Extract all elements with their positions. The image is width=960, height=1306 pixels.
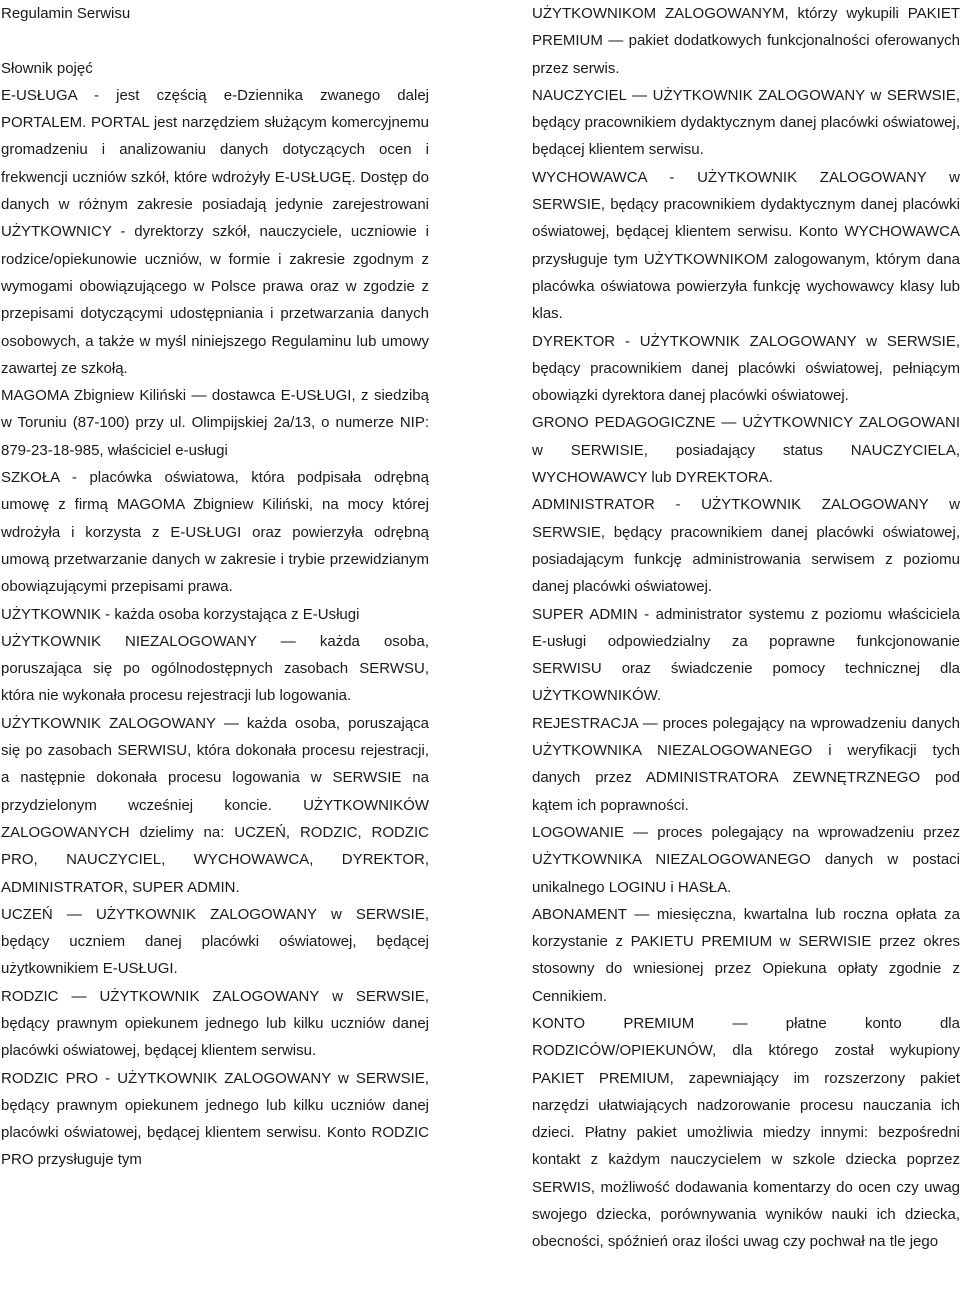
definition-rodzic-pro: RODZIC PRO - UŻYTKOWNIK ZALOGOWANY w SERWSIE, będący prawnym opiekunem jednego lub kilku uczniów danej placówki oświatowej, będącej klientem serwisu. Konto RODZIC PRO przysługuje tym [1, 1069, 429, 1169]
definition-administrator: ADMINISTRATOR - UŻYTKOWNIK ZALOGOWANY w SERWSIE, będący pracownikiem danej placówki oświatowej, posiadającym funkcję administrowania serwisem z poziomu danej placówki oświatowej. [532, 496, 960, 596]
definition-wychowawca: WYCHOWAWCA - UŻYTKOWNIK ZALOGOWANY w SERWSIE, będący pracownikiem dydaktycznym danej placówki oświatowej, będącej klientem serwisu. Konto WYCHOWAWCA przysługuje tym UŻYTKOWNIKOM zalogowanym, którym dana placówka oświatowa powierzyła funkcję wychowawcy klasy lub klas. [532, 168, 960, 323]
definition-konto-premium: KONTO PREMIUM — płatne konto dla RODZICÓW/OPIEKUNÓW, dla którego został wykupiony PAKIET PREMIUM, zapewniający im rozszerzony pakiet narzędzi ułatwiających nadzorowanie procesu nauczania ich dzieci. Płatny pakiet umożliwia miedzy innymi: bezpośredni kontakt z każdym nauczycielem w szkole dziecka poprzez SERWIS, możliwość dodawania komentarzy do ocen czy uwag swojego dziecka, porównywania wyników nauki ich dziecka, obecności, spóźnień oraz ilości uwag czy pochwał na tle jego [532, 1014, 960, 1251]
definition-rodzic-pro-continued: UŻYTKOWNIKOM ZALOGOWANYM, którzy wykupili PAKIET PREMIUM — pakiet dodatkowych funkcjonalności oferowanych przez serwis. [532, 5, 960, 77]
definition-nauczyciel: NAUCZYCIEL — UŻYTKOWNIK ZALOGOWANY w SERWSIE, będący pracownikiem dydaktycznym danej placówki oświatowej, będącej klientem serwisu. [532, 86, 960, 159]
document-title: Regulamin Serwisu [1, 5, 131, 22]
section-heading-glossary: Słownik pojęć [1, 59, 93, 77]
left-column [1, 0, 429, 1174]
definition-e-usluga: E-USŁUGA - jest częścią e-Dziennika zwanego dalej PORTALEM. PORTAL jest narzędziem służącym komercyjnemu gromadzeniu i analizowaniu danych dotyczących ocen i frekwencji uczniów szkół, które wdrożyły E-USŁUGĘ. Dostęp do danych w różnym zakresie posiadają jedynie zarejestrowani UŻYTKOWNICY - dyrektorzy szkół, nauczyciele, uczniowie i rodzice/opiekunowie uczniów, w formie i zakresie zgodnym z wymogami obowiązującego w Polsce prawa oraz w zgodzie z przepisami dotyczącymi udostępniania i przetwarzania danych osobowych, a także w myśl niniejszego Regulaminu lub umowy zawartej ze szkołą. [1, 86, 429, 377]
definition-uzytkownik-niezalogowany: UŻYTKOWNIK NIEZALOGOWANY — każda osoba, poruszająca się po ogólnodostępnych zasobach SERWSU, która nie wykonała procesu rejestracji lub logowania. [1, 632, 429, 705]
definition-uczen: UCZEŃ — UŻYTKOWNIK ZALOGOWANY w SERWSIE, będący uczniem danej placówki oświatowej, będącej użytkownikiem E-USŁUGI. [1, 905, 429, 978]
right-column [532, 0, 960, 1256]
definition-magoma: MAGOMA Zbigniew Kiliński — dostawca E-USŁUGI, z siedzibą w Toruniu (87-100) przy ul. Olimpijskiej 2a/13, o numerze NIP: 879-23-18-985, właściciel e-usługi [1, 387, 429, 459]
definition-grono-pedagogiczne: GRONO PEDAGOGICZNE — UŻYTKOWNICY ZALOGOWANI w SERWISIE, posiadający status NAUCZYCIELA, WYCHOWAWCY lub DYREKTORA. [532, 414, 960, 487]
definition-szkola: SZKOŁA - placówka oświatowa, która podpisała odrębną umowę z firmą MAGOMA Zbigniew Kiliński, na mocy której wdrożyła i korzysta z E-USŁUGI oraz powierzyła odrębną umową przetwarzanie danych w zakresie i trybie przewidzianym obowiązującymi przepisami prawa. [1, 469, 429, 596]
definition-rodzic: RODZIC — UŻYTKOWNIK ZALOGOWANY w SERWSIE, będący prawnym opiekunem jednego lub kilku uczniów danej placówki oświatowej, będącej klientem serwisu. [1, 987, 429, 1060]
definition-rejestracja: REJESTRACJA — proces polegający na wprowadzeniu danych UŻYTKOWNIKA NIEZALOGOWANEGO i weryfikacji tych danych przez ADMINISTRATORA ZEWNĘTRZNEGO pod kątem ich poprawności. [532, 714, 960, 814]
definition-uzytkownik: UŻYTKOWNIK - każda osoba korzystająca z E-Usługi [1, 605, 360, 623]
definition-super-admin: SUPER ADMIN - administrator systemu z poziomu właściciela E-usługi odpowiedzialny za poprawne funkcjonowanie SERWISU oraz świadczenie pomocy technicznej dla UŻYTKOWNIKÓW. [532, 605, 960, 705]
definition-dyrektor: DYREKTOR - UŻYTKOWNIK ZALOGOWANY w SERWSIE, będący pracownikiem danej placówki oświatowej, pełniącym obowiązki dyrektora danej placówki oświatowej. [532, 332, 960, 405]
definition-logowanie: LOGOWANIE — proces polegający na wprowadzeniu przez UŻYTKOWNIKA NIEZALOGOWANEGO danych w postaci unikalnego LOGINU i HASŁA. [532, 823, 960, 896]
definition-uzytkownik-zalogowany: UŻYTKOWNIK ZALOGOWANY — każda osoba, poruszająca się po zasobach SERWISU, która dokonała procesu rejestracji, a następnie dokonała procesu logowania w SERWSIE na przydzielonym wcześniej koncie. UŻYTKOWNIKÓW ZALOGOWANYCH dzielimy na: UCZEŃ, RODZIC, RODZIC PRO, NAUCZYCIEL, WYCHOWAWCA, DYREKTOR, ADMINISTRATOR, SUPER ADMIN. [1, 714, 429, 896]
definition-abonament: ABONAMENT — miesięczna, kwartalna lub roczna opłata za korzystanie z PAKIETU PREMIUM w SERWISIE przez okres stosowny do wniesionej przez Opiekuna opłaty zgodnie z Cennikiem. [532, 905, 960, 1005]
